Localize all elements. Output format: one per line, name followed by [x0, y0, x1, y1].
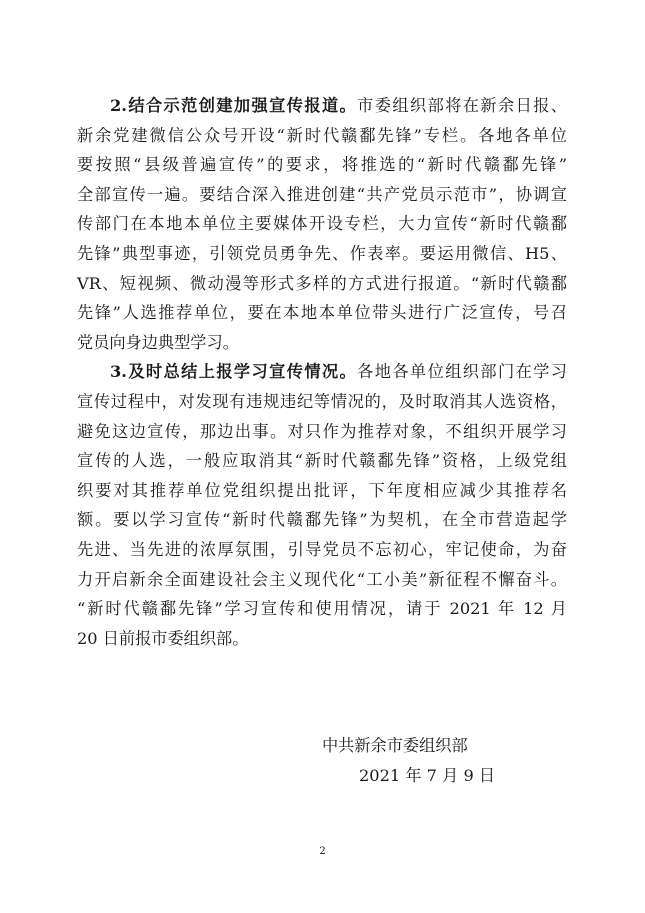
section-3-line-2: 宣传过程中，对发现有违规违纪等情况的，及时取消其人选资格， [77, 391, 567, 411]
section-3-line-4: 宣传的人选，一般应取消其“新时代赣鄱先锋”资格，上级党组 [77, 451, 567, 471]
signature-organization: 中共新余市委组织部 [322, 736, 468, 755]
section-3-line-6: 额。要以学习宣传“新时代赣鄱先锋”为契机，在全市营造起学 [77, 510, 567, 530]
section-2-line-7: VR、短视频、微动漫等形式多样的方式进行报道。“新时代赣鄱 [77, 273, 567, 293]
section-2-text: 市委组织部将在新余日报、 [357, 96, 567, 115]
section-3-line-1 [77, 357, 567, 387]
section-2-line-5: 传部门在本地本单位主要媒体开设专栏，大力宣传“新时代赣鄱 [77, 214, 567, 234]
section-2-line-4: 全部宣传一遍。要结合深入推进创建“共产党员示范市”，协调宣 [77, 184, 567, 204]
section-3-line-7: 先进、当先进的浓厚氛围，引导党员不忘初心，牢记使命，为奋 [77, 539, 567, 559]
page-number: 2 [319, 846, 326, 857]
section-3-line-8: 力开启新余全面建设社会主义现代化“工小美”新征程不懈奋斗。 [77, 569, 567, 589]
section-2-line-1 [77, 91, 567, 121]
section-2-line-8: 先锋”人选推荐单位，要在本地本单位带头进行广泛宣传，号召 [77, 303, 567, 323]
section-3-line-9: “新时代赣鄱先锋”学习宣传和使用情况，请于 2021 年 12 月 [77, 599, 567, 619]
signature-block [322, 731, 562, 791]
section-3-text: 各地各单位组织部门在学习 [357, 362, 567, 382]
section-3-line-5: 织要对其推荐单位党组织提出批评，下年度相应减少其推荐名 [77, 480, 567, 500]
section-2-heading: 2.结合示范创建加强宣传报道。 [110, 96, 358, 115]
section-3-line-10: 20 日前报市委组织部。 [77, 628, 249, 648]
section-2-line-6: 先锋”典型事迹，引领党员勇争先、作表率。要运用微信、H5、 [77, 243, 567, 263]
section-3-heading: 3.及时总结上报学习宣传情况。 [110, 362, 358, 382]
section-2-line-3: 要按照“县级普遍宣传”的要求，将推选的“新时代赣鄱先锋” [77, 155, 567, 175]
signature-date: 2021 年 7 月 9 日 [359, 766, 496, 785]
section-2-line-2: 新余党建微信公众号开设“新时代赣鄱先锋”专栏。各地各单位 [77, 125, 567, 145]
section-2-line-9: 党员向身边典型学习。 [77, 332, 239, 352]
section-3-line-3: 避免这边宣传，那边出事。对只作为推荐对象，不组织开展学习 [77, 421, 567, 441]
document-body [77, 91, 567, 653]
